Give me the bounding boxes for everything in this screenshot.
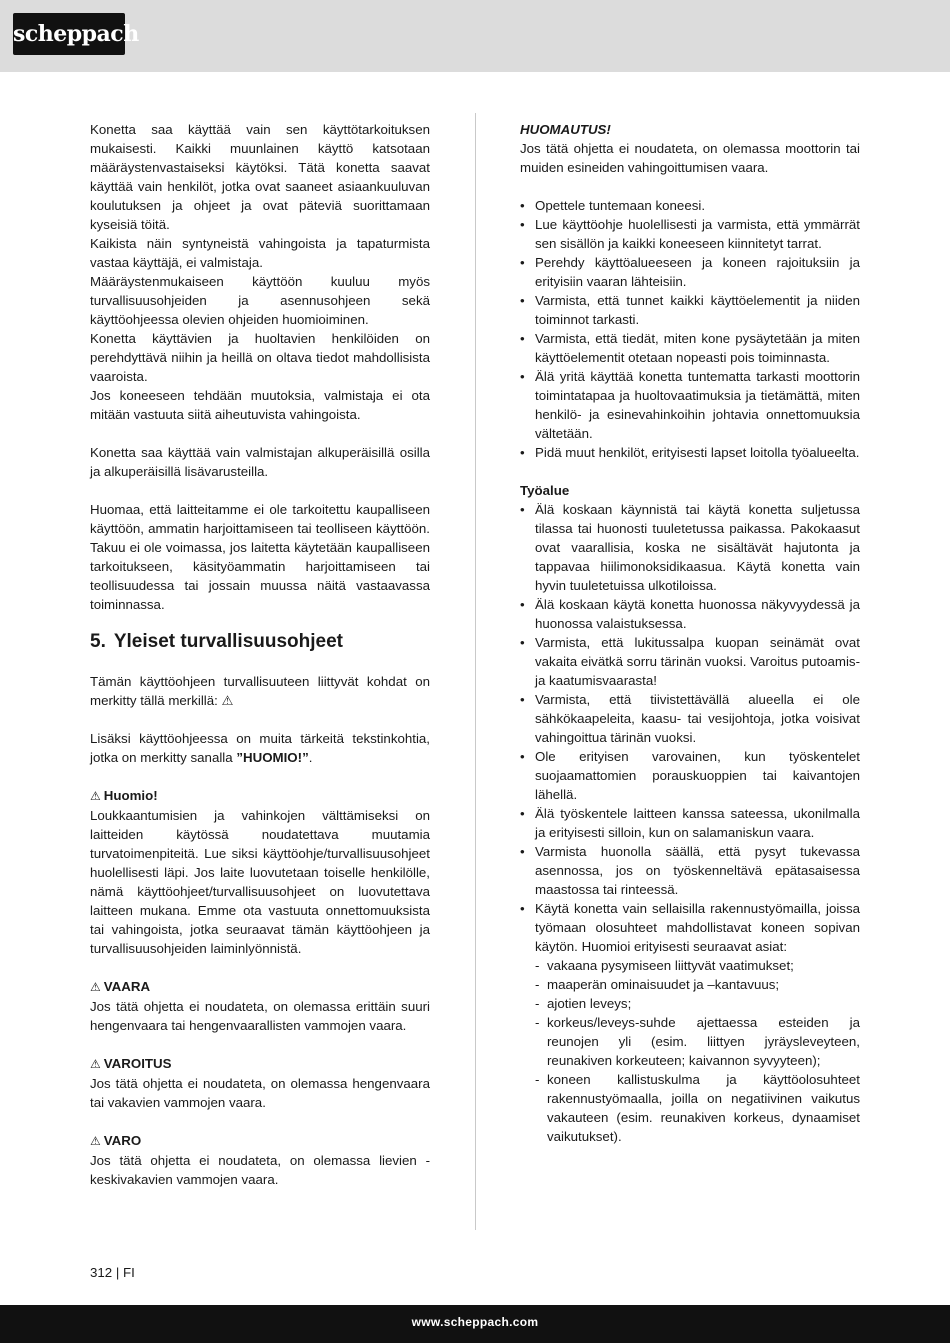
warning-triangle-icon: ⚠ xyxy=(90,1057,101,1071)
list-item: • Lue käyttöohje huolellisesti ja varmista, että ymmärrät sen sisällön ja kaikki koneeseen kiinnitetyt tarrat. xyxy=(520,215,860,253)
paragraph: Lisäksi käyttöohjeessa on muita tärkeitä tekstinkohtia, jotka on merkitty sanalla ”HUOMIO!”. xyxy=(90,731,430,765)
list-item: • Varmista, että tunnet kaikki käyttöelementit ja niiden toiminnot tarkasti. xyxy=(520,291,860,329)
scheppach-logo: scheppach xyxy=(13,13,125,55)
list-item: • Varmista, että tiivistettävällä alueella ei ole sähkökaapeleita, kaasu- tai vesijohtoja, jotka voisivat vahingoittua tärinän vuoksi. xyxy=(520,690,860,747)
right-column xyxy=(520,120,860,1146)
page-number: 312 | FI xyxy=(90,1265,135,1280)
sublist-item: - vakaana pysymiseen liittyvät vaatimukset; xyxy=(535,956,860,975)
list-item: • Älä koskaan käytä konetta huonossa näkyvyydessä ja huonossa valaistuksessa. xyxy=(520,595,860,633)
list-item: • Opettele tuntemaan koneesi. xyxy=(520,196,860,215)
work-area-list xyxy=(520,500,860,1146)
header-bar xyxy=(0,0,950,72)
paragraph: Jos koneeseen tehdään muutoksia, valmistaja ei ota mitään vastuuta siitä aiheutuvista vahingoista. xyxy=(90,388,430,422)
sublist-item: - koneen kallistuskulma ja käyttöolosuhteet rakennustyömaalla, joilla on negatiivinen vaikutus vakauteen (esim. reunakiven korkeus, dynaamiset vaikutukset). xyxy=(535,1070,860,1146)
left-column xyxy=(90,120,430,1189)
paragraph: Kaikista näin syntyneistä vahingoista ja tapaturmista vastaa käyttäjä, ei valmistaja. xyxy=(90,236,430,270)
sublist-item: - ajotien leveys; xyxy=(535,994,860,1013)
list-item: • Käytä konetta vain sellaisilla rakennustyömailla, joissa työmaan olosuhteet mahdollistavat koneen sopivan käytön. Huomioi erityisesti seuraavat asiat: - vakaana pysymiseen liittyvät vaatimukset; - maaperän ominaisuudet ja –kantavuus; - ajotien leveys; - korkeus/leveys-suhde ajettaessa esteiden ja reunojen yli (esim. liittyen jyräysleveyteen, reunakiven korkeuteen; kaivannon syvyyteen); - koneen kallistuskulma ja käyttöolosuhteet rakennustyömaalla, joilla on negatiivinen vaikutus vakauteen (esim. reunakiven korkeus, dynaamiset vaikutukset). xyxy=(520,899,860,1146)
list-item: • Varmista, että tiedät, miten kone pysäytetään ja miten käyttöelementit otetaan nopeasti pois toiminnasta. xyxy=(520,329,860,367)
list-item: • Älä koskaan käynnistä tai käytä konetta suljetussa tilassa tai huonosti tuuletetussa paikassa. Pakokaasut ovat vaarallisia, koska ne sisältävät hajutonta ja tappavaa hiilimonoksidikaasua. Käytä konetta vain hyvin tuuletetuissa ulkotiloissa. xyxy=(520,500,860,595)
paragraph: Jos tätä ohjetta ei noudateta, on olemassa lievien - keskivakavien vammojen vaara. xyxy=(90,1153,430,1187)
website-link[interactable]: www.scheppach.com xyxy=(411,1315,539,1329)
warning-triangle-icon: ⚠ xyxy=(90,789,101,803)
general-safety-list xyxy=(520,196,860,462)
column-divider xyxy=(475,113,476,1230)
paragraph: Loukkaantumisien ja vahinkojen välttämiseksi on laitteiden käytössä noudatettava muutamia turvatoimenpiteitä. Lue siksi käyttöohje/turvallisuusohjeet huolellisesti läpi. Jos laite luovutetaan toiselle henkilölle, nämä käyttöohjeet/turvallisuusohjeet on luovutettava laitteen mukana. Emme ota vastuuta onnettomuuksista tai vahingoista, jotka seuraavat tämän käyttöohjeen ja turvallisuusohjeiden laiminlyönnistä. xyxy=(90,808,430,956)
list-item: • Ole erityisen varovainen, kun työskentelet suojaamattomien porauskuoppien tai kaivantojen lähellä. xyxy=(520,747,860,804)
vaara-label: ⚠ VAARA xyxy=(90,979,151,994)
huomio-label: ⚠ Huomio! xyxy=(90,788,158,803)
list-item: • Pidä muut henkilöt, erityisesti lapset loitolla työalueelta. xyxy=(520,443,860,462)
list-item: • Varmista, että lukitussalpa kuopan seinämät ovat vakaita eivätkä sorru tärinän vuoksi. Varoitus putoamis- ja kaatumisvaarasta! xyxy=(520,633,860,690)
conditions-sublist xyxy=(535,956,860,1146)
huomautus-label: HUOMAUTUS! xyxy=(520,122,611,137)
warning-triangle-icon: ⚠ xyxy=(90,1134,101,1148)
paragraph: Jos tätä ohjetta ei noudateta, on olemassa moottorin tai muiden esineiden vahingoittumisen vaara. xyxy=(520,141,860,175)
paragraph: Konetta käyttävien ja huoltavien henkilöiden on perehdyttävä niihin ja heillä on oltava tiedot mahdollisista vaaroista. xyxy=(90,331,430,384)
list-item: • Älä työskentele laitteen kanssa sateessa, ukonilmalla ja erityisesti silloin, kun on salamaniskun vaara. xyxy=(520,804,860,842)
paragraph: Konetta saa käyttää vain valmistajan alkuperäisillä osilla ja alkuperäisillä lisävarusteilla. xyxy=(90,445,430,479)
list-item: • Perehdy käyttöalueeseen ja koneen rajoituksiin ja erityisiin vaaran lähteisiin. xyxy=(520,253,860,291)
paragraph: Tämän käyttöohjeen turvallisuuteen liittyvät kohdat on merkitty tällä merkillä: ⚠ xyxy=(90,674,430,708)
paragraph: Huomaa, että laitteitamme ei ole tarkoitettu kaupalliseen käyttöön, ammatin harjoittamiseen tai teolliseen käyttöön. Takuu ei ole voimassa, jos laitetta käytetään kaupalliseen tarkoitukseen, käsityöammatin harjoittamiseen tai teollisuudessa tai jossain muussa näitä vastaavassa toiminnassa. xyxy=(90,502,430,612)
footer-bar xyxy=(0,1305,950,1343)
tyoalue-heading: Työalue xyxy=(520,483,570,498)
paragraph: Konetta saa käyttää vain sen käyttötarkoituksen mukaisesti. Kaikki muunlainen käyttö katsotaan määräystenvastaiseksi käytöksi. Tätä konetta saavat käyttää vain henkilöt, jotka ovat saaneet asiaankuuluvan koulutuksen ja ohjeet ja ovat päteviä suorittamaan kyseisiä töitä. xyxy=(90,122,430,232)
varoitus-label: ⚠ VAROITUS xyxy=(90,1056,172,1071)
list-item: • Älä yritä käyttää konetta tuntematta tarkasti moottorin toimintatapaa ja huoltovaatimuksia ja tietämättä, miten henkilö- ja esinevahinkoihin johtavia onnettomuuksia vältetään. xyxy=(520,367,860,443)
sublist-item: - maaperän ominaisuudet ja –kantavuus; xyxy=(535,975,860,994)
warning-triangle-icon: ⚠ xyxy=(90,980,101,994)
section-heading xyxy=(90,630,430,654)
huomio-word: ”HUOMIO!” xyxy=(236,750,309,765)
varo-label: ⚠ VARO xyxy=(90,1133,142,1148)
sublist-item: - korkeus/leveys-suhde ajettaessa esteiden ja reunojen yli (esim. liittyen jyräysleveyteen, reunakiven korkeuteen; kaivannon syvyyteen); xyxy=(535,1013,860,1070)
paragraph: Jos tätä ohjetta ei noudateta, on olemassa hengenvaara tai vakavien vammojen vaara. xyxy=(90,1076,430,1110)
section-number: 5. xyxy=(90,631,106,652)
paragraph: Määräystenmukaiseen käyttöön kuuluu myös turvallisuusohjeiden ja asennusohjeen sekä käyttöohjeessa olevien ohjeiden huomioiminen. xyxy=(90,274,430,327)
section-title: Yleiset turvallisuusohjeet xyxy=(113,631,343,652)
paragraph: Jos tätä ohjetta ei noudateta, on olemassa erittäin suuri hengenvaara tai hengenvaarallisten vammojen vaara. xyxy=(90,999,430,1033)
list-item: • Varmista huonolla säällä, että pysyt tukevassa asennossa, jos on työskenneltävä epätasaisessa maastossa tai rinteessä. xyxy=(520,842,860,899)
